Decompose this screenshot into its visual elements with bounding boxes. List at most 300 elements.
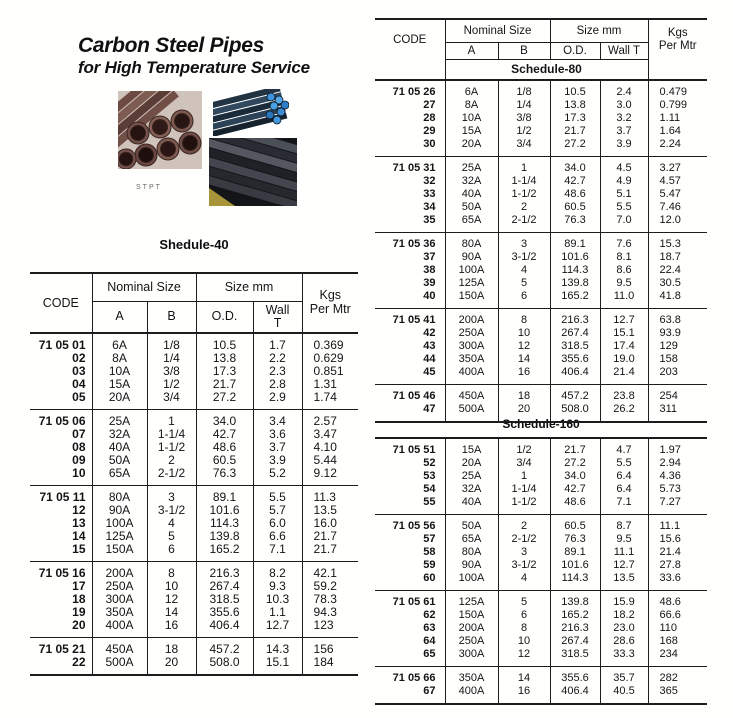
row-group [30, 562, 358, 638]
table-row [30, 530, 358, 543]
nominal-a-cell: 80A [92, 486, 147, 505]
code-cell: 27 [375, 99, 445, 112]
nominal-b-cell: 18 [498, 385, 550, 404]
wall-t-cell: 7.0 [600, 214, 648, 233]
nominal-a-cell: 400A [92, 619, 147, 638]
od-column-header: O.D. [550, 42, 600, 59]
row-group [375, 591, 707, 667]
od-cell: 318.5 [550, 648, 600, 667]
kgs-cell: 15.6 [659, 533, 681, 545]
nominal-b-cell: 14 [498, 353, 550, 366]
code-cell: 19 [30, 606, 92, 619]
kgs-cell: 27.8 [659, 559, 681, 571]
kgs-cell: 129 [659, 340, 678, 352]
od-cell: 42.7 [550, 175, 600, 188]
nominal-a-cell: 20A [445, 138, 498, 157]
image-caption: STPT [136, 184, 162, 191]
nominal-b-cell: 8 [498, 309, 550, 328]
table-row [375, 112, 707, 125]
nominal-a-cell: 8A [445, 99, 498, 112]
nominal-a-cell: 125A [445, 591, 498, 610]
code-cell: 47 [375, 403, 445, 422]
od-cell: 89.1 [196, 486, 253, 505]
nominal-b-cell: 3/4 [147, 391, 196, 410]
code-cell: 20 [30, 619, 92, 638]
table-row [375, 457, 707, 470]
wall-t-cell: 15.1 [253, 656, 302, 675]
od-cell: 457.2 [196, 638, 253, 657]
code-cell: 71 05 06 [30, 410, 92, 429]
table-row [30, 333, 358, 352]
nominal-b-cell: 20 [147, 656, 196, 675]
nominal-a-cell: 90A [445, 559, 498, 572]
od-cell: 42.7 [196, 428, 253, 441]
table-row [30, 428, 358, 441]
row-group [375, 515, 707, 591]
table-row [375, 353, 707, 366]
table-row [30, 619, 358, 638]
table-row [375, 559, 707, 572]
wall-t-cell: 5.5 [253, 486, 302, 505]
kgs-cell: 203 [659, 366, 678, 378]
kgs-cell: 7.46 [659, 201, 681, 213]
row-group [375, 438, 707, 515]
code-cell: 64 [375, 635, 445, 648]
code-cell: 35 [375, 214, 445, 233]
code-cell: 59 [375, 559, 445, 572]
kgs-cell: 282 [659, 672, 678, 684]
nominal-b-cell: 1/2 [147, 378, 196, 391]
nominal-a-cell: 65A [445, 533, 498, 546]
kgs-cell: 2.57 [313, 414, 337, 428]
code-cell: 71 05 61 [375, 591, 445, 610]
code-cell: 39 [375, 277, 445, 290]
nominal-a-cell: 125A [92, 530, 147, 543]
table-row [375, 340, 707, 353]
nominal-b-cell: 4 [498, 264, 550, 277]
nominal-a-cell: 100A [445, 264, 498, 277]
kgs-cell: 21.7 [313, 543, 337, 556]
nominal-a-cell: 400A [445, 366, 498, 385]
kgs-cell: 7.27 [659, 496, 681, 508]
code-cell: 42 [375, 327, 445, 340]
kgs-cell: 33.6 [659, 572, 681, 584]
code-cell: 13 [30, 517, 92, 530]
code-cell: 04 [30, 378, 92, 391]
od-cell: 165.2 [550, 609, 600, 622]
kgs-cell: 234 [659, 648, 678, 660]
nominal-a-cell: 300A [92, 593, 147, 606]
nominal-b-cell: 16 [498, 366, 550, 385]
wall-t-cell: 3.9 [600, 138, 648, 157]
od-cell: 318.5 [196, 593, 253, 606]
od-cell: 48.6 [196, 441, 253, 454]
kgs-cell: 2.24 [659, 138, 681, 150]
table-row [375, 157, 707, 176]
kgs-cell: 3.47 [313, 428, 337, 441]
table-row [375, 366, 707, 385]
kgs-per-mtr-column-header [648, 19, 707, 59]
nominal-a-cell: 450A [92, 638, 147, 657]
nominal-a-cell: 20A [445, 457, 498, 470]
nominal-b-cell: 3-1/2 [498, 559, 550, 572]
nominal-b-cell: 12 [498, 340, 550, 353]
table-row [30, 454, 358, 467]
nominal-a-cell: 25A [445, 157, 498, 176]
kgs-cell: 365 [659, 685, 678, 697]
wall-t-cell: 6.4 [600, 470, 648, 483]
table-row [375, 277, 707, 290]
code-cell: 17 [30, 580, 92, 593]
table-row [375, 622, 707, 635]
od-cell: 267.4 [550, 635, 600, 648]
od-cell: 406.4 [550, 366, 600, 385]
od-cell: 216.3 [196, 562, 253, 581]
od-cell: 21.7 [550, 438, 600, 457]
table-row [375, 533, 707, 546]
nominal-b-cell: 16 [147, 619, 196, 638]
od-cell: 216.3 [550, 622, 600, 635]
table-row [375, 138, 707, 157]
row-group [375, 157, 707, 233]
wall-t-cell: 5.5 [600, 457, 648, 470]
code-cell: 67 [375, 685, 445, 704]
wall-t-cell: 3.7 [600, 125, 648, 138]
kgs-cell: 5.44 [313, 454, 337, 467]
wall-t-cell: 12.7 [600, 559, 648, 572]
code-cell: 57 [375, 533, 445, 546]
schedule-80-table [375, 18, 707, 423]
od-cell: 406.4 [196, 619, 253, 638]
code-cell: 12 [30, 504, 92, 517]
code-cell: 02 [30, 352, 92, 365]
kgs-cell: 59.2 [313, 580, 337, 593]
wall-t-cell: 40.5 [600, 685, 648, 704]
kgs-cell: 3.27 [659, 162, 681, 174]
code-cell: 28 [375, 112, 445, 125]
wall-t-cell: 10.3 [253, 593, 302, 606]
nominal-a-cell: 32A [92, 428, 147, 441]
nominal-b-cell: 2 [498, 515, 550, 534]
od-cell: 13.8 [550, 99, 600, 112]
nominal-b-cell: 14 [147, 606, 196, 619]
per-mtr-label: Per Mtr [309, 302, 351, 316]
code-cell: 60 [375, 572, 445, 591]
od-cell: 76.3 [550, 214, 600, 233]
kgs-cell: 48.6 [659, 596, 681, 608]
wall-t-cell: 8.6 [600, 264, 648, 277]
kgs-cell: 168 [659, 635, 678, 647]
row-group [30, 333, 358, 410]
title-line-1: Carbon Steel Pipes [78, 34, 264, 57]
table-row [30, 638, 358, 657]
code-cell: 62 [375, 609, 445, 622]
nominal-b-cell: 1-1/4 [498, 175, 550, 188]
od-cell: 139.8 [550, 591, 600, 610]
wall-t-cell: 9.5 [600, 277, 648, 290]
table-row [375, 648, 707, 667]
kgs-cell: 15.3 [659, 238, 681, 250]
od-cell: 60.5 [196, 454, 253, 467]
kgs-cell: 21.4 [659, 546, 681, 558]
od-cell: 21.7 [196, 378, 253, 391]
od-cell: 139.8 [196, 530, 253, 543]
schedule-40-table [30, 272, 358, 676]
nominal-b-cell: 1 [147, 410, 196, 429]
dark-pipes-image [209, 138, 297, 206]
nominal-b-cell: 4 [498, 572, 550, 591]
nominal-size-column-header: Nominal Size [445, 19, 550, 42]
wall-t-cell: 9.3 [253, 580, 302, 593]
nominal-a-cell: 150A [92, 543, 147, 562]
kgs-cell: 1.64 [659, 125, 681, 137]
nominal-b-cell: 1/4 [498, 99, 550, 112]
t-label: T [273, 315, 282, 330]
code-cell: 71 05 01 [30, 333, 92, 352]
code-cell: 54 [375, 483, 445, 496]
kgs-cell: 78.3 [313, 593, 337, 606]
nominal-b-cell: 10 [147, 580, 196, 593]
schedule-40-table-header [30, 273, 358, 333]
wall-t-cell: 26.2 [600, 403, 648, 422]
nominal-b-cell: 18 [147, 638, 196, 657]
nominal-b-cell: 3 [498, 546, 550, 559]
nominal-b-cell: 5 [498, 591, 550, 610]
a-column-header: A [92, 301, 147, 333]
b-column-header: B [147, 301, 196, 333]
wall-label: Wall [265, 302, 290, 317]
wall-t-cell: 2.8 [253, 378, 302, 391]
row-group [375, 385, 707, 423]
table-row [375, 251, 707, 264]
nominal-b-cell: 1-1/2 [147, 441, 196, 454]
code-cell: 33 [375, 188, 445, 201]
od-cell: 27.2 [196, 391, 253, 410]
wall-t-cell: 7.1 [600, 496, 648, 515]
od-cell: 355.6 [550, 353, 600, 366]
od-cell: 114.3 [196, 517, 253, 530]
nominal-a-cell: 65A [92, 467, 147, 486]
nominal-a-cell: 450A [445, 385, 498, 404]
od-cell: 101.6 [550, 251, 600, 264]
nominal-b-cell: 3/8 [147, 365, 196, 378]
wall-t-column-header [253, 301, 302, 333]
kgs-cell: 13.5 [313, 504, 337, 517]
code-cell: 53 [375, 470, 445, 483]
nominal-a-cell: 15A [445, 438, 498, 457]
od-cell: 165.2 [196, 543, 253, 562]
od-cell: 101.6 [550, 559, 600, 572]
page-title [78, 34, 310, 79]
code-cell: 65 [375, 648, 445, 667]
kgs-cell: 11.3 [313, 490, 336, 504]
table-row [375, 403, 707, 422]
code-cell: 58 [375, 546, 445, 559]
table-row [30, 593, 358, 606]
kgs-cell: 1.74 [313, 391, 337, 404]
table-row [30, 441, 358, 454]
nominal-b-cell: 1/8 [147, 333, 196, 352]
table-row [30, 410, 358, 429]
nominal-b-cell: 3-1/2 [147, 504, 196, 517]
code-cell: 34 [375, 201, 445, 214]
kgs-cell: 1.11 [659, 112, 681, 124]
nominal-a-cell: 350A [445, 667, 498, 686]
nominal-b-cell: 1/2 [498, 438, 550, 457]
nominal-a-cell: 500A [445, 403, 498, 422]
od-cell: 267.4 [550, 327, 600, 340]
table-row [30, 352, 358, 365]
od-cell: 355.6 [550, 667, 600, 686]
table-row [375, 233, 707, 252]
nominal-b-cell: 10 [498, 327, 550, 340]
wall-t-cell: 12.7 [253, 619, 302, 638]
nominal-b-cell: 1-1/2 [498, 496, 550, 515]
kgs-cell: 11.1 [659, 520, 681, 532]
table-row [375, 80, 707, 99]
kgs-cell: 12.0 [659, 214, 681, 226]
table-row [30, 504, 358, 517]
nominal-a-cell: 65A [445, 214, 498, 233]
od-cell: 21.7 [550, 125, 600, 138]
od-cell: 89.1 [550, 546, 600, 559]
kgs-cell: 254 [659, 390, 678, 402]
table-row [375, 99, 707, 112]
code-cell: 71 05 21 [30, 638, 92, 657]
wall-t-cell: 19.0 [600, 353, 648, 366]
wall-t-cell: 5.2 [253, 467, 302, 486]
code-cell: 22 [30, 656, 92, 675]
nominal-a-cell: 200A [445, 622, 498, 635]
od-cell: 34.0 [550, 157, 600, 176]
code-cell: 10 [30, 467, 92, 486]
nominal-a-cell: 50A [445, 201, 498, 214]
od-cell: 89.1 [550, 233, 600, 252]
table-row [375, 667, 707, 686]
table-row [375, 483, 707, 496]
code-cell: 55 [375, 496, 445, 515]
table-row [375, 546, 707, 559]
nominal-b-cell: 1/4 [147, 352, 196, 365]
table-row [375, 264, 707, 277]
nominal-b-cell: 3/8 [498, 112, 550, 125]
size-mm-column-header: Size mm [550, 19, 648, 42]
code-cell: 08 [30, 441, 92, 454]
od-cell: 60.5 [550, 201, 600, 214]
nominal-a-cell: 250A [92, 580, 147, 593]
od-cell: 165.2 [550, 290, 600, 309]
nominal-a-cell: 200A [445, 309, 498, 328]
nominal-a-cell: 10A [92, 365, 147, 378]
od-cell: 76.3 [550, 533, 600, 546]
row-group [375, 667, 707, 705]
wall-t-cell: 15.1 [600, 327, 648, 340]
nominal-b-cell: 3/4 [498, 138, 550, 157]
nominal-b-cell: 2-1/2 [147, 467, 196, 486]
od-cell: 17.3 [196, 365, 253, 378]
wall-t-cell: 9.5 [600, 533, 648, 546]
nominal-a-cell: 15A [445, 125, 498, 138]
wall-t-cell: 5.7 [253, 504, 302, 517]
kgs-cell: 0.369 [313, 338, 344, 352]
row-group [30, 638, 358, 676]
nominal-a-cell: 100A [445, 572, 498, 591]
nominal-b-cell: 1/8 [498, 80, 550, 99]
wall-t-cell: 8.2 [253, 562, 302, 581]
nominal-a-cell: 90A [92, 504, 147, 517]
kgs-cell: 0.799 [659, 99, 688, 111]
table-row [30, 656, 358, 675]
nominal-a-cell: 6A [445, 80, 498, 99]
dark-pipes-graphic [209, 138, 297, 206]
kgs-cell: 94.3 [313, 606, 337, 619]
wall-t-cell: 11.0 [600, 290, 648, 309]
wall-t-cell: 1.7 [253, 333, 302, 352]
wall-t-cell: 21.4 [600, 366, 648, 385]
code-cell: 71 05 26 [375, 80, 445, 99]
wall-t-cell: 2.2 [253, 352, 302, 365]
nominal-a-cell: 250A [445, 635, 498, 648]
nominal-a-cell: 25A [445, 470, 498, 483]
nominal-a-cell: 350A [445, 353, 498, 366]
wall-t-cell: 12.7 [600, 309, 648, 328]
kgs-cell: 30.5 [659, 277, 681, 289]
table-row [375, 591, 707, 610]
table-row [375, 201, 707, 214]
kgs-cell: 184 [313, 656, 334, 669]
nominal-b-cell: 2 [147, 454, 196, 467]
wall-t-cell: 2.4 [600, 80, 648, 99]
kgs-cell: 5.47 [659, 188, 681, 200]
nominal-a-cell: 20A [92, 391, 147, 410]
row-group [30, 410, 358, 486]
wall-t-cell: 6.6 [253, 530, 302, 543]
schedule-160-table [375, 437, 707, 705]
table-row [30, 365, 358, 378]
nominal-b-cell: 3-1/2 [498, 251, 550, 264]
table-row [30, 606, 358, 619]
nominal-size-column-header: Nominal Size [92, 273, 196, 301]
kgs-cell: 63.8 [659, 314, 681, 326]
size-mm-column-header: Size mm [196, 273, 302, 301]
table-row [375, 125, 707, 138]
wall-t-cell: 2.3 [253, 365, 302, 378]
od-cell: 114.3 [550, 264, 600, 277]
nominal-a-cell: 100A [92, 517, 147, 530]
table-row [375, 496, 707, 515]
od-cell: 13.8 [196, 352, 253, 365]
od-cell: 76.3 [196, 467, 253, 486]
wall-t-cell: 4.9 [600, 175, 648, 188]
od-cell: 508.0 [550, 403, 600, 422]
nominal-b-cell: 10 [498, 635, 550, 648]
nominal-b-cell: 6 [498, 290, 550, 309]
wall-t-cell: 4.5 [600, 157, 648, 176]
kgs-cell: 4.10 [313, 441, 337, 454]
kgs-cell: 311 [659, 403, 678, 415]
nominal-b-cell: 1/2 [498, 125, 550, 138]
nominal-b-cell: 2 [498, 201, 550, 214]
code-cell: 05 [30, 391, 92, 410]
od-cell: 457.2 [550, 385, 600, 404]
od-cell: 27.2 [550, 457, 600, 470]
nominal-a-cell: 32A [445, 483, 498, 496]
nominal-b-cell: 2-1/2 [498, 214, 550, 233]
nominal-b-cell: 1-1/4 [498, 483, 550, 496]
nominal-a-cell: 32A [445, 175, 498, 188]
od-cell: 48.6 [550, 496, 600, 515]
od-column-header: O.D. [196, 301, 253, 333]
